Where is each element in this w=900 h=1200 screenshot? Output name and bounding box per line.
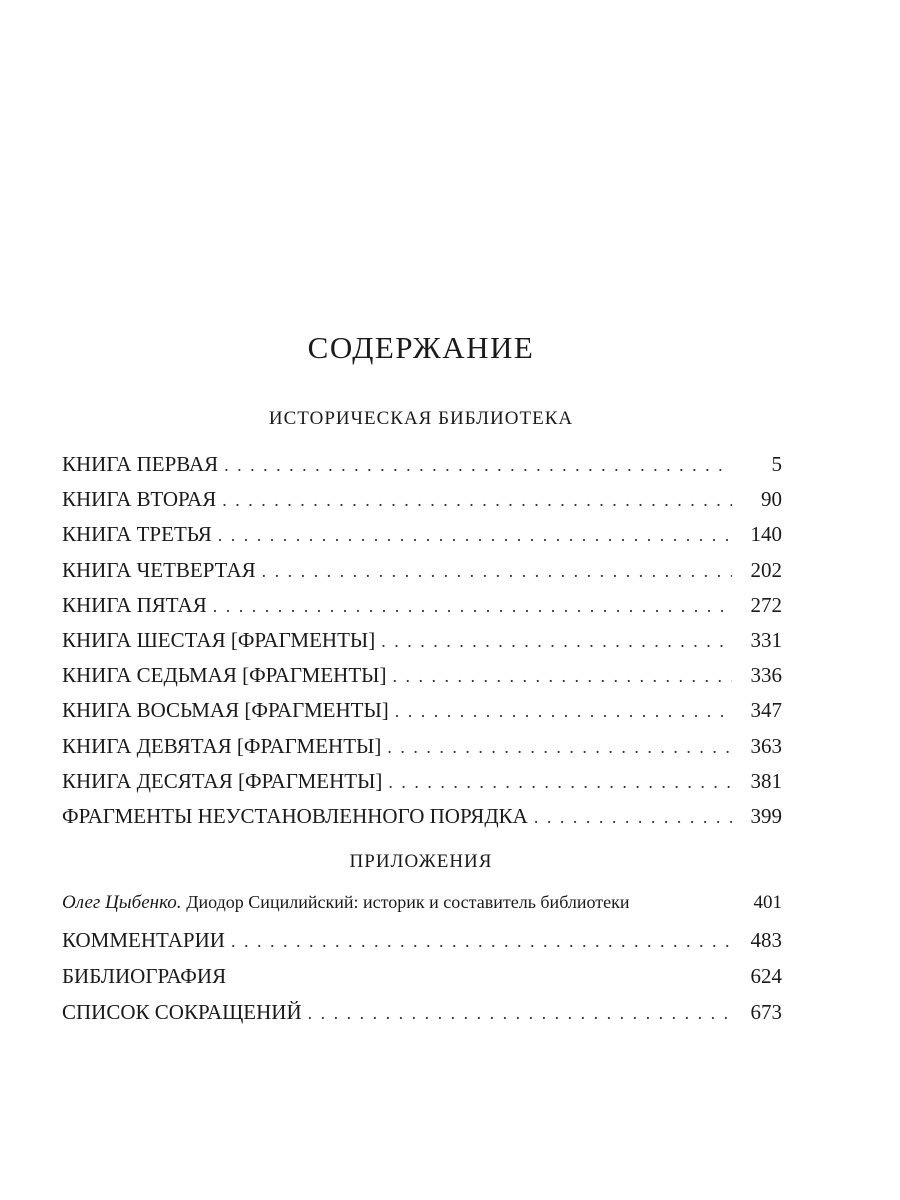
dot-leader <box>231 931 732 952</box>
toc-entry-page: 202 <box>750 557 782 582</box>
dot-leader <box>381 631 732 652</box>
toc-entry-page: 624 <box>750 964 782 988</box>
dot-leader <box>308 1003 732 1024</box>
section-heading-appendices: ПРИЛОЖЕНИЯ <box>349 851 493 872</box>
page-title: СОДЕРЖАНИЕ <box>307 330 535 365</box>
toc-entry-title: КНИГА ВТОРАЯ <box>62 487 217 512</box>
toc-entry[interactable] <box>62 558 782 593</box>
dot-leader <box>218 525 732 546</box>
toc-entry[interactable] <box>62 769 782 804</box>
toc-entry-title: КНИГА ЧЕТВЕРТАЯ <box>62 557 256 582</box>
toc-entry-title: КНИГА ШЕСТАЯ [ФРАГМЕНТЫ] <box>62 627 376 652</box>
toc-entry-title: КНИГА ДЕВЯТАЯ [ФРАГМЕНТЫ] <box>62 733 382 758</box>
toc-entry-page: 336 <box>750 663 782 688</box>
toc-entry[interactable] <box>62 1000 782 1036</box>
toc-entry-page: 673 <box>750 1000 782 1024</box>
toc-appendix-list <box>62 892 782 1036</box>
toc-entry[interactable] <box>62 928 782 964</box>
toc-entry-title <box>62 892 630 914</box>
toc-entry[interactable] <box>62 452 782 487</box>
toc-entry-page: 381 <box>750 768 782 793</box>
toc-entry-title: КНИГА ПЯТАЯ <box>62 592 207 617</box>
toc-entry-title: КНИГА ТРЕТЬЯ <box>62 522 212 547</box>
essay-title: Диодор Сицилийский: историк и составитель библиотеки <box>186 892 630 912</box>
toc-entry-page: 483 <box>750 928 782 952</box>
toc-entry-page: 399 <box>750 803 782 828</box>
section-heading-historical-library: ИСТОРИЧЕСКАЯ БИБЛИОТЕКА <box>268 408 574 429</box>
toc-main-list <box>62 452 782 839</box>
toc-entry[interactable] <box>62 628 782 663</box>
toc-entry-page: 331 <box>750 627 782 652</box>
toc-entry-page: 272 <box>750 592 782 617</box>
dot-leader <box>213 596 732 617</box>
dot-leader <box>534 807 732 828</box>
essay-author: Олег Цыбенко. <box>62 892 182 913</box>
toc-entry[interactable] <box>62 734 782 769</box>
toc-entry-page: 140 <box>750 522 782 547</box>
toc-entry[interactable] <box>62 663 782 698</box>
toc-entry-title: БИБЛИОГРАФИЯ <box>62 964 227 988</box>
toc-entry-page: 363 <box>750 733 782 758</box>
toc-entry-title: СПИСОК СОКРАЩЕНИЙ <box>62 1000 302 1024</box>
toc-entry[interactable] <box>62 804 782 839</box>
toc-entry[interactable] <box>62 522 782 557</box>
toc-entry-essay[interactable] <box>62 892 782 928</box>
toc-entry[interactable] <box>62 698 782 733</box>
toc-entry[interactable] <box>62 487 782 522</box>
dot-leader <box>395 701 732 722</box>
toc-entry-title: КНИГА ПЕРВАЯ <box>62 452 219 476</box>
toc-entry-title: КНИГА ВОСЬМАЯ [ФРАГМЕНТЫ] <box>62 698 389 723</box>
toc-entry-page: 90 <box>761 487 782 512</box>
dot-leader <box>222 490 732 511</box>
toc-entry-title: ФРАГМЕНТЫ НЕУСТАНОВЛЕННОГО ПОРЯДКА <box>62 803 528 828</box>
dot-leader <box>224 455 732 476</box>
toc-entry-page: 5 <box>771 452 782 476</box>
toc-entry[interactable] <box>62 593 782 628</box>
toc-entry-page: 347 <box>750 698 782 723</box>
dot-leader <box>393 666 733 687</box>
dot-leader <box>262 561 732 582</box>
toc-entry-title: КОММЕНТАРИИ <box>62 928 225 952</box>
toc-entry-title: КНИГА ДЕСЯТАЯ [ФРАГМЕНТЫ] <box>62 768 383 793</box>
dot-leader <box>387 737 732 758</box>
toc-entry[interactable] <box>62 964 782 1000</box>
dot-leader <box>388 772 732 793</box>
toc-entry-title: КНИГА СЕДЬМАЯ [ФРАГМЕНТЫ] <box>62 663 387 688</box>
toc-entry-page: 401 <box>753 892 782 913</box>
